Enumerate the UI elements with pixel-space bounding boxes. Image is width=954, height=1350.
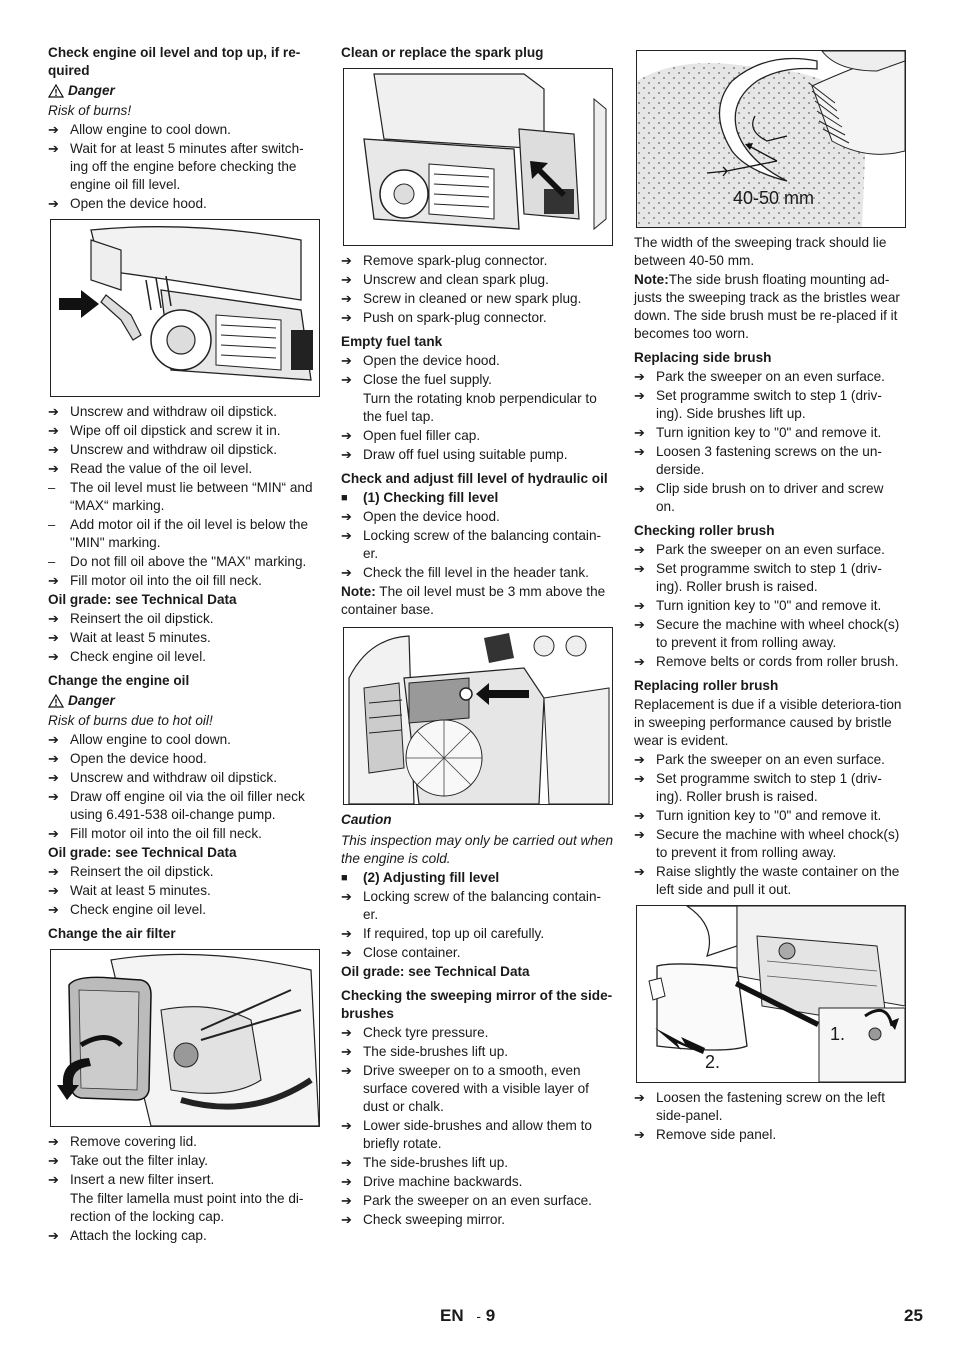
- arrow-icon: ➔: [48, 789, 59, 804]
- oil-grade: Oil grade: see Technical Data: [48, 845, 237, 860]
- arrow-icon: ➔: [48, 864, 59, 879]
- step: ➔ Open the device hood.: [341, 353, 500, 368]
- step: ➔ Insert a new filter insert.: [48, 1172, 215, 1187]
- step: ➔ Lower side-brushes and allow them to briefly rotate.: [341, 1118, 592, 1151]
- arrow-icon: ➔: [48, 1153, 59, 1168]
- step: ➔ Open fuel filler cap.: [341, 428, 481, 443]
- step: ➔ The side-brushes lift up.: [341, 1155, 509, 1170]
- step-continuation: The filter lamella must point into the di-rection of the locking cap.: [70, 1191, 304, 1224]
- warning-triangle-icon: [48, 694, 64, 708]
- arrow-icon: ➔: [341, 272, 352, 287]
- arrow-icon: ➔: [48, 630, 59, 645]
- heading-checking-roller-brush: Checking roller brush: [634, 523, 775, 538]
- square-bullet-icon: ■: [341, 872, 348, 884]
- heading-change-engine-oil: Change the engine oil: [48, 673, 190, 688]
- heading-replacing-roller-brush: Replacing roller brush: [634, 678, 779, 693]
- heading-sweeping-mirror: Checking the sweeping mirror of the side-brushes: [341, 988, 613, 1021]
- step: ➔ Check the fill level in the header tank.: [341, 565, 589, 580]
- step: ➔ Drive sweeper on to a smooth, even surface covered with a visible layer of dust or chalk.: [341, 1063, 589, 1114]
- step: ➔ Open the device hood.: [48, 751, 207, 766]
- danger-label: Danger: [68, 83, 115, 98]
- step: ➔ Fill motor oil into the oil fill neck.: [48, 573, 262, 588]
- arrow-icon: ➔: [48, 442, 59, 457]
- column-middle: [341, 44, 613, 1230]
- risk-text: Risk of burns!: [48, 103, 132, 118]
- danger-warning: [48, 692, 320, 710]
- step: ➔ Remove spark-plug connector.: [341, 253, 548, 268]
- step: ➔ Draw off engine oil via the oil filler neck using 6.491-538 oil-change pump.: [48, 789, 305, 822]
- step: ➔ Secure the machine with wheel chock(s) to prevent it from rolling away.: [634, 617, 900, 650]
- oil-grade: Oil grade: see Technical Data: [341, 964, 530, 979]
- arrow-icon: ➔: [634, 808, 645, 823]
- step: ➔ Check sweeping mirror.: [341, 1212, 506, 1227]
- step: ➔ Raise slightly the waste container on the left side and pull it out.: [634, 864, 900, 897]
- arrow-icon: ➔: [48, 770, 59, 785]
- step: ➔ Locking screw of the balancing contain-er.: [341, 528, 602, 561]
- arrow-icon: ➔: [634, 444, 645, 459]
- arrow-icon: ➔: [48, 649, 59, 664]
- step: ➔ Unscrew and withdraw oil dipstick.: [48, 404, 278, 419]
- danger-label: Danger: [68, 693, 115, 708]
- engine-dipstick-illustration: [50, 219, 320, 397]
- arrow-icon: ➔: [48, 141, 59, 156]
- arrow-icon: ➔: [48, 196, 59, 211]
- step: ➔ Unscrew and clean spark plug.: [341, 272, 549, 287]
- step: ➔ Park the sweeper on an even surface.: [341, 1193, 592, 1208]
- arrow-icon: ➔: [341, 565, 352, 580]
- step: ➔ Unscrew and withdraw oil dipstick.: [48, 442, 278, 457]
- arrow-icon: ➔: [48, 573, 59, 588]
- side-panel-illustration: [636, 905, 906, 1083]
- arrow-icon: ➔: [341, 1193, 352, 1208]
- step: ➔ Reinsert the oil dipstick.: [48, 611, 214, 626]
- step: ➔ Turn ignition key to "0" and remove it.: [634, 598, 882, 613]
- air-filter-illustration: [50, 949, 320, 1127]
- replacement-text: Replacement is due if a visible deteriora-tion in sweeping performance caused by bristle wear is evident.: [634, 697, 902, 748]
- step-continuation: Turn the rotating knob perpendicular to the fuel tap.: [363, 391, 597, 424]
- step: ➔ Secure the machine with wheel chock(s) to prevent it from rolling away.: [634, 827, 900, 860]
- arrow-icon: ➔: [341, 1044, 352, 1059]
- step-label-2: 2.: [705, 1052, 721, 1072]
- step: ➔ Allow engine to cool down.: [48, 122, 231, 137]
- arrow-icon: ➔: [341, 1118, 352, 1133]
- arrow-icon: ➔: [634, 864, 645, 879]
- arrow-icon: ➔: [634, 752, 645, 767]
- step: ➔ Remove covering lid.: [48, 1134, 197, 1149]
- warning-triangle-icon: [48, 84, 64, 98]
- arrow-icon: ➔: [48, 883, 59, 898]
- step: ➔ Clip side brush on to driver and screw on.: [634, 481, 884, 514]
- step: ➔ Park the sweeper on an even surface.: [634, 752, 885, 767]
- square-item: ■ (2) Adjusting fill level: [341, 870, 500, 885]
- arrow-icon: ➔: [48, 732, 59, 747]
- arrow-icon: ➔: [341, 291, 352, 306]
- arrow-icon: ➔: [634, 654, 645, 669]
- step: ➔ Screw in cleaned or new spark plug.: [341, 291, 582, 306]
- arrow-icon: ➔: [341, 353, 352, 368]
- arrow-icon: ➔: [341, 310, 352, 325]
- arrow-icon: ➔: [341, 1155, 352, 1170]
- arrow-icon: ➔: [341, 509, 352, 524]
- heading-change-air-filter: Change the air filter: [48, 926, 176, 941]
- step: ➔ Set programme switch to step 1 (driv-ing). Roller brush is raised.: [634, 561, 882, 594]
- column-right: [634, 50, 906, 1145]
- track-width-text: The width of the sweeping track should lie between 40-50 mm.: [634, 235, 887, 268]
- arrow-icon: ➔: [341, 945, 352, 960]
- arrow-icon: ➔: [341, 428, 352, 443]
- step: ➔ Unscrew and withdraw oil dipstick.: [48, 770, 278, 785]
- step: ➔ Turn ignition key to "0" and remove it.: [634, 808, 882, 823]
- column-left: [48, 44, 320, 1246]
- arrow-icon: ➔: [634, 598, 645, 613]
- step: ➔ Remove side panel.: [634, 1127, 777, 1142]
- spark-plug-illustration: [343, 68, 613, 246]
- step: ➔ Drive machine backwards.: [341, 1174, 523, 1189]
- note: Note:The side brush floating mounting ad-justs the sweeping track as the bristles wear down. The side brush must be re-placed if it becomes too worn.: [634, 272, 900, 341]
- arrow-icon: ➔: [634, 388, 645, 403]
- step: ➔ Locking screw of the balancing contain-er.: [341, 889, 602, 922]
- caution-label: Caution: [341, 812, 392, 827]
- note: Note: The oil level must be 3 mm above the container base.: [341, 584, 606, 617]
- step: ➔ Fill motor oil into the oil fill neck.: [48, 826, 262, 841]
- square-item: ■ (1) Checking fill level: [341, 490, 499, 505]
- step: ➔ Set programme switch to step 1 (driv-ing). Side brushes lift up.: [634, 388, 882, 421]
- arrow-icon: ➔: [341, 1212, 352, 1227]
- arrow-icon: ➔: [48, 1228, 59, 1243]
- arrow-icon: ➔: [48, 751, 59, 766]
- step: ➔ The side-brushes lift up.: [341, 1044, 509, 1059]
- arrow-icon: ➔: [634, 561, 645, 576]
- hydraulic-tank-illustration: [343, 627, 613, 805]
- step: ➔ Push on spark-plug connector.: [341, 310, 547, 325]
- arrow-icon: ➔: [634, 771, 645, 786]
- square-bullet-icon: ■: [341, 492, 348, 504]
- step: ➔ Close container.: [341, 945, 461, 960]
- arrow-icon: ➔: [48, 1172, 59, 1187]
- step: ➔ Wait for at least 5 minutes after switch-ing off the engine before checking the engine oil fill level.: [48, 141, 304, 192]
- step: ➔ Loosen the fastening screw on the left side-panel.: [634, 1090, 885, 1123]
- arrow-icon: ➔: [48, 611, 59, 626]
- step: ➔ If required, top up oil carefully.: [341, 926, 545, 941]
- oil-grade: Oil grade: see Technical Data: [48, 592, 237, 607]
- arrow-icon: ➔: [341, 253, 352, 268]
- heading-replacing-side-brush: Replacing side brush: [634, 350, 772, 365]
- step: ➔ Open the device hood.: [341, 509, 500, 524]
- heading-hydraulic-oil: Check and adjust fill level of hydraulic oil: [341, 471, 608, 486]
- arrow-icon: ➔: [48, 1134, 59, 1149]
- step: ➔ Check engine oil level.: [48, 902, 207, 917]
- heading-check-engine-oil: Check engine oil level and top up, if re-quired: [48, 45, 301, 78]
- heading-spark-plug: Clean or replace the spark plug: [341, 45, 544, 60]
- arrow-icon: ➔: [48, 902, 59, 917]
- danger-warning: [48, 82, 320, 100]
- arrow-icon: ➔: [48, 423, 59, 438]
- footer-language: EN - 9: [440, 1306, 496, 1325]
- step-label-1: 1.: [830, 1024, 846, 1044]
- step: ➔ Turn ignition key to "0" and remove it.: [634, 425, 882, 440]
- arrow-icon: ➔: [341, 1174, 352, 1189]
- step: ➔ Draw off fuel using suitable pump.: [341, 447, 568, 462]
- step: ➔ Loosen 3 fastening screws on the un-derside.: [634, 444, 882, 477]
- arrow-icon: ➔: [634, 827, 645, 842]
- arrow-icon: ➔: [634, 617, 645, 632]
- arrow-icon: ➔: [634, 1127, 645, 1142]
- dash-item: – The oil level must lie between “MIN“ and “MAX“ marking.: [48, 480, 313, 513]
- dash-item: – Do not fill oil above the "MAX" marking.: [48, 554, 307, 569]
- step: ➔ Park the sweeper on an even surface.: [634, 369, 885, 384]
- arrow-icon: ➔: [341, 447, 352, 462]
- caution-text: This inspection may only be carried out when the engine is cold.: [341, 833, 614, 866]
- step: ➔ Attach the locking cap.: [48, 1228, 207, 1243]
- step: ➔ Reinsert the oil dipstick.: [48, 864, 214, 879]
- arrow-icon: ➔: [341, 889, 352, 904]
- arrow-icon: ➔: [634, 369, 645, 384]
- risk-text: Risk of burns due to hot oil!: [48, 713, 213, 728]
- step: ➔ Wait at least 5 minutes.: [48, 883, 211, 898]
- step: ➔ Wipe off oil dipstick and screw it in.: [48, 423, 281, 438]
- step: ➔ Take out the filter inlay.: [48, 1153, 209, 1168]
- step: ➔ Allow engine to cool down.: [48, 732, 231, 747]
- arrow-icon: ➔: [634, 481, 645, 496]
- arrow-icon: ➔: [341, 372, 352, 387]
- step: ➔ Remove belts or cords from roller brush.: [634, 654, 899, 669]
- arrow-icon: ➔: [48, 404, 59, 419]
- page-number: 25: [904, 1306, 923, 1325]
- arrow-icon: ➔: [634, 425, 645, 440]
- step: ➔ Check tyre pressure.: [341, 1025, 489, 1040]
- step: ➔ Wait at least 5 minutes.: [48, 630, 211, 645]
- arrow-icon: ➔: [48, 122, 59, 137]
- arrow-icon: ➔: [341, 926, 352, 941]
- arrow-icon: ➔: [634, 1090, 645, 1105]
- arrow-icon: ➔: [341, 1063, 352, 1078]
- step: ➔ Set programme switch to step 1 (driv-ing). Roller brush is raised.: [634, 771, 882, 804]
- arrow-icon: ➔: [48, 461, 59, 476]
- track-width-label: 40-50 mm: [733, 188, 815, 208]
- step: ➔ Close the fuel supply.: [341, 372, 492, 387]
- dash-item: – Add motor oil if the oil level is below the "MIN" marking.: [48, 517, 309, 550]
- sweeping-track-illustration: [636, 50, 906, 228]
- arrow-icon: ➔: [634, 542, 645, 557]
- step: ➔ Read the value of the oil level.: [48, 461, 253, 476]
- arrow-icon: ➔: [48, 826, 59, 841]
- step: ➔ Open the device hood.: [48, 196, 207, 211]
- step: ➔ Park the sweeper on an even surface.: [634, 542, 885, 557]
- arrow-icon: ➔: [341, 528, 352, 543]
- heading-empty-fuel-tank: Empty fuel tank: [341, 334, 443, 349]
- arrow-icon: ➔: [341, 1025, 352, 1040]
- step: ➔ Check engine oil level.: [48, 649, 207, 664]
